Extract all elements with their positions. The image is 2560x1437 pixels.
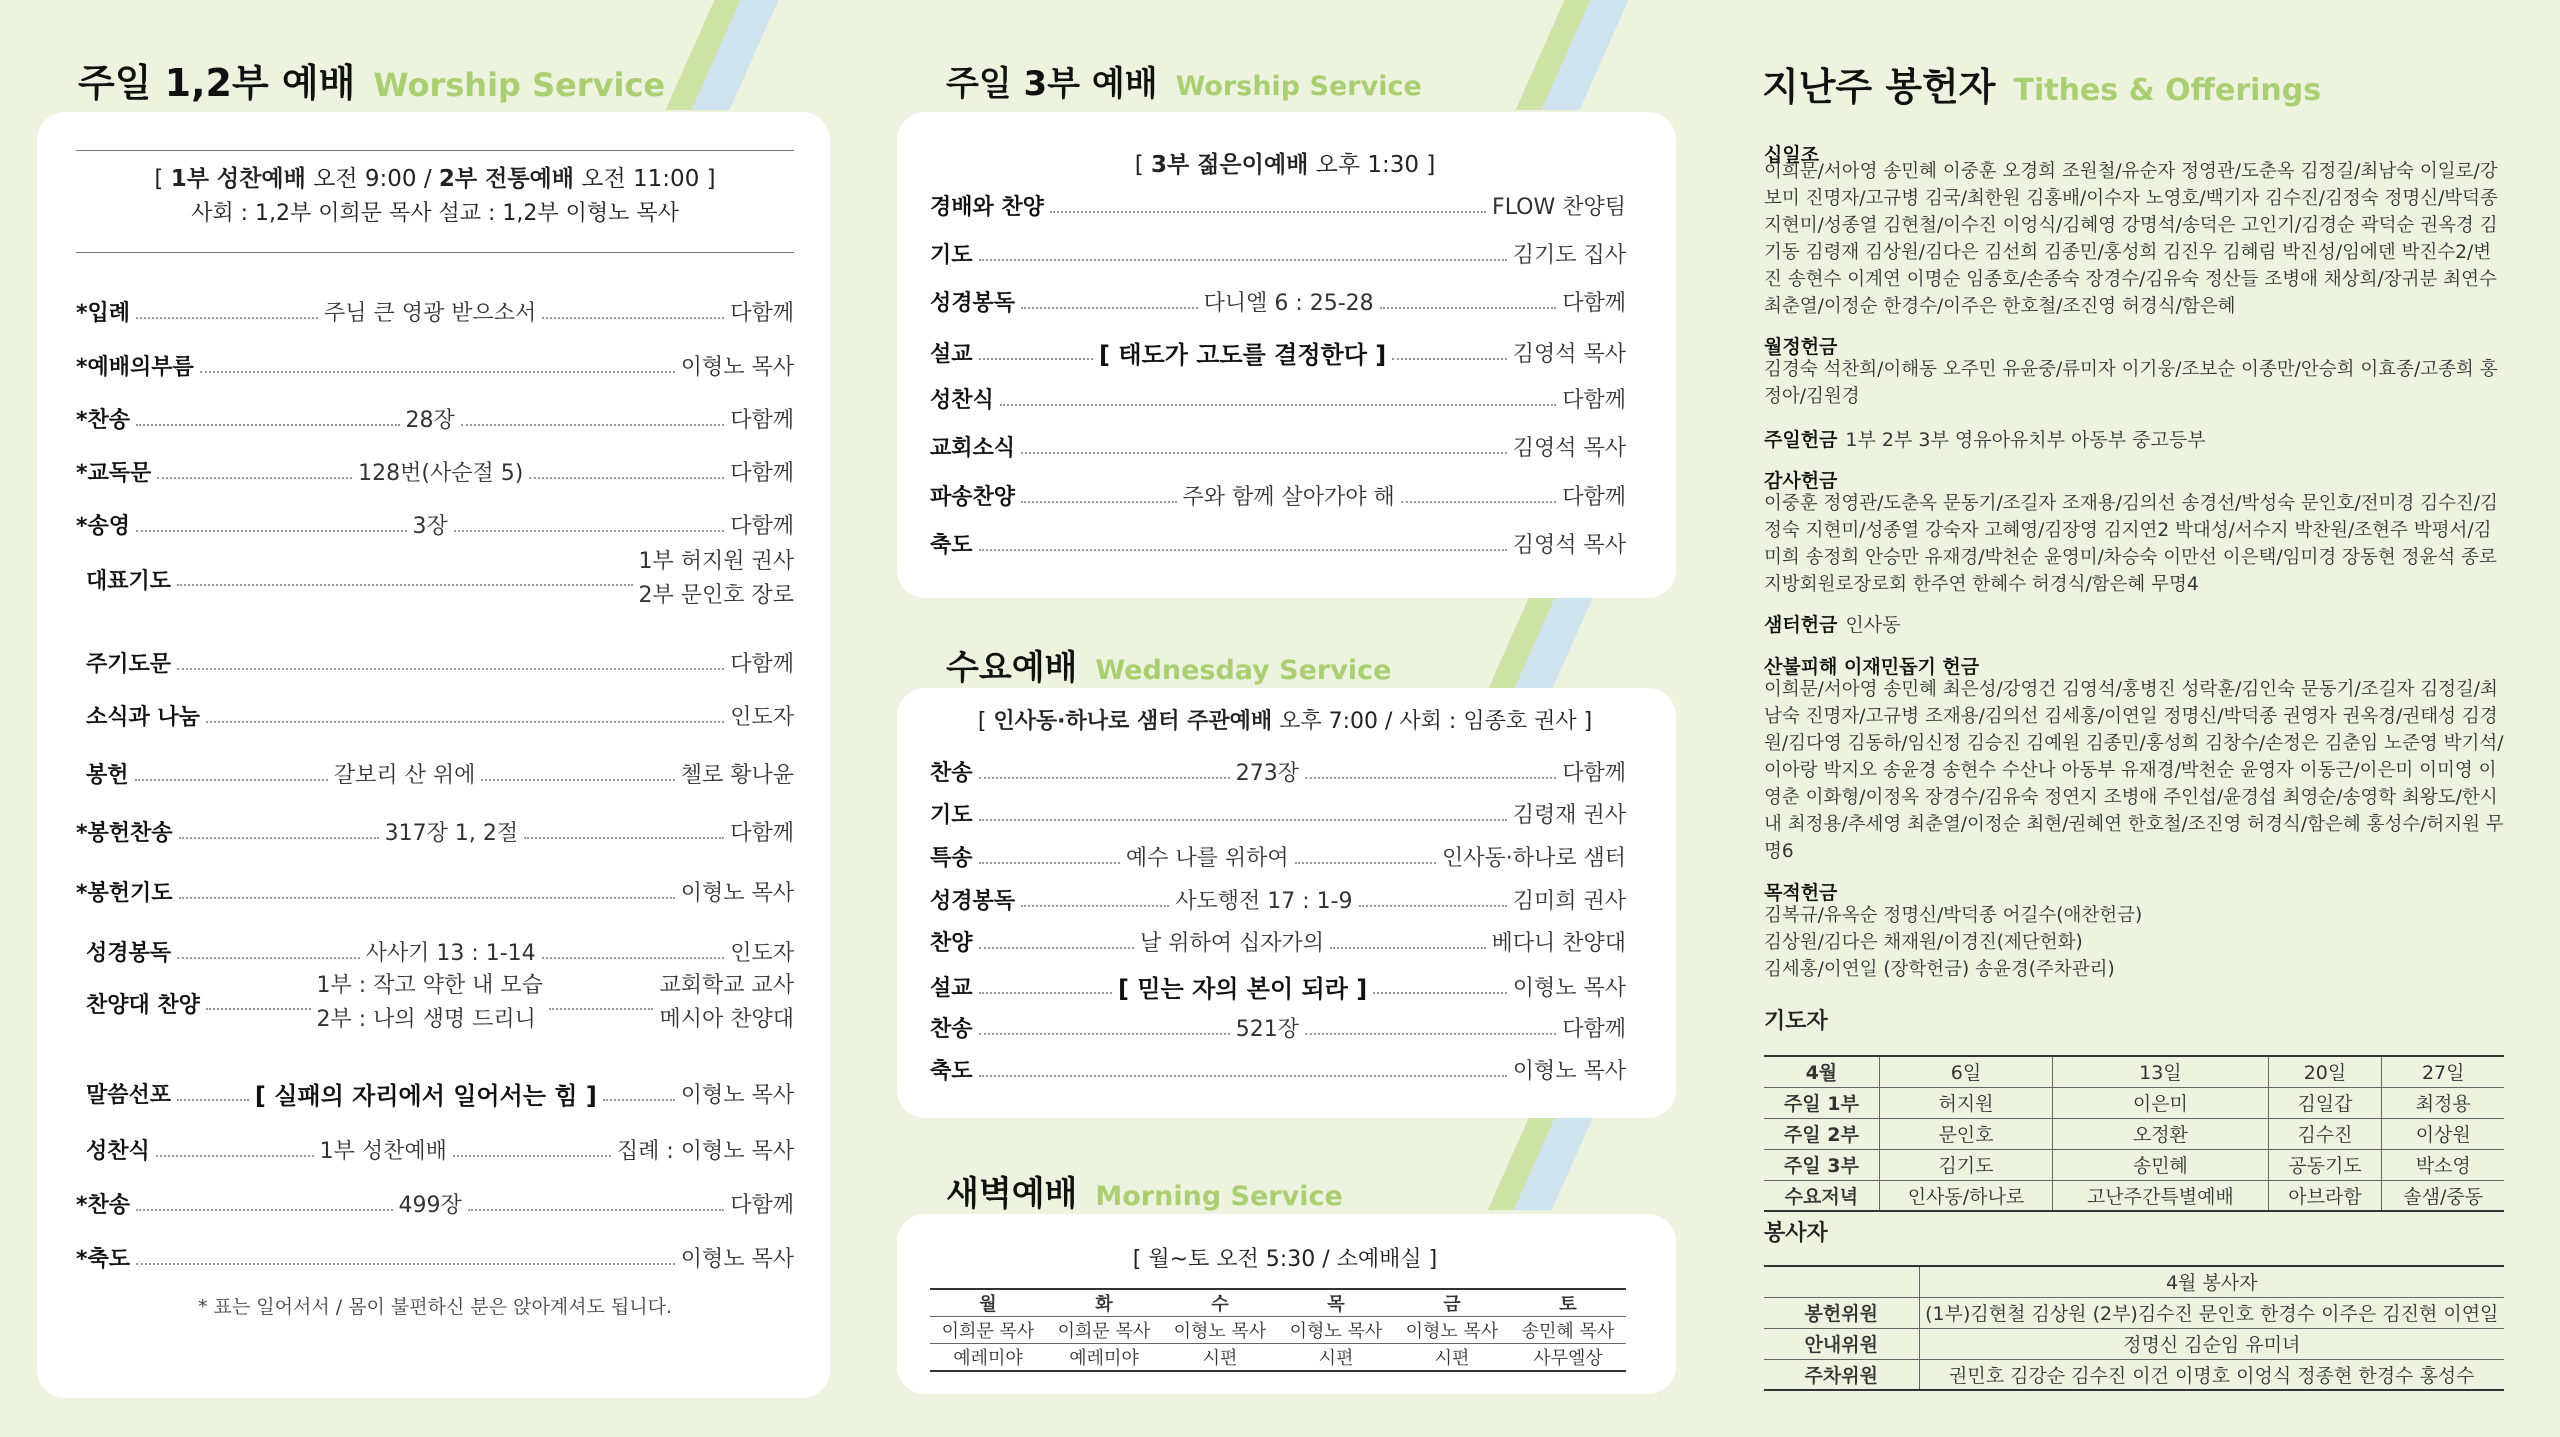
section-title-ko: 새벽예배	[946, 1174, 1078, 1214]
offering-category-label: 십일조	[1764, 144, 1820, 166]
table-row	[930, 1344, 1626, 1372]
row-label: 찬송	[930, 1017, 973, 1042]
row-leader: 이형노 목사	[680, 881, 794, 906]
dot-leader	[1000, 404, 1556, 406]
section-title-en: Worship Service	[1175, 71, 1422, 102]
table-row	[1764, 1266, 2504, 1297]
row-leader: 김기도 집사	[1512, 243, 1626, 268]
dot-leader	[603, 1099, 675, 1101]
table-cell: 주일 3부	[1764, 1149, 1879, 1180]
table-cell: 박소영	[2382, 1149, 2504, 1180]
table-cell: 27일	[2382, 1056, 2504, 1087]
prayer-title: 기도자	[1764, 1009, 1828, 1034]
row-detail-line: 1부 : 작고 약한 내 모습	[316, 973, 543, 998]
offering-category	[1764, 332, 1837, 359]
dot-leader	[200, 371, 675, 373]
worship-row	[76, 350, 794, 381]
row-detail: 다니엘 6 : 25-28	[1203, 291, 1374, 316]
offering-category	[1764, 610, 1900, 637]
row-label: 교회소식	[930, 436, 1016, 461]
service-header: [ 월~토 오전 5:30 / 소예배실 ]	[1132, 1247, 1438, 1272]
offering-category-label: 산불피해 이재민돕기 헌금	[1764, 656, 1980, 678]
table-cell: 13일	[2053, 1056, 2268, 1087]
table-cell: 수	[1162, 1289, 1278, 1317]
table-row	[930, 1289, 1626, 1317]
worship-row	[76, 700, 794, 731]
table-cell: 김일갑	[2268, 1087, 2382, 1118]
table-cell: 공동기도	[2268, 1149, 2382, 1180]
table-cell: 예레미야	[1046, 1344, 1162, 1372]
worship-row	[76, 545, 794, 613]
offering-names: 이중훈 정영관/도춘옥 문동기/조길자 조재용/김의선 송경선/박성숙 문인호/전미경 김수진/김정숙 지현미/성종열 강숙자 고혜영/김장영 김지연2 박대성/서수지 박찬원/조현주 박평서/김미희 송정희 안승만 유재경/박천순 윤영미/차승숙 이만선 이은택/임미경 장동현 정윤석 종로지방회원로장로회 한주연 한혜수 허경식/함은혜 무명4	[1764, 493, 2498, 595]
row-leader: 다함께	[1562, 388, 1626, 413]
table-cell: 안내위원	[1764, 1328, 1919, 1359]
table-cell: 20일	[2268, 1056, 2382, 1087]
worship-row	[76, 509, 794, 540]
dot-leader	[481, 779, 674, 781]
worship-row	[930, 528, 1626, 559]
row-leader: 인도자	[730, 705, 794, 730]
row-leader: 이형노 목사	[680, 1247, 794, 1272]
table-cell: 예레미야	[930, 1344, 1046, 1372]
section-title-ko: 지난주 봉헌자	[1762, 65, 1996, 109]
worship-row	[76, 403, 794, 434]
row-label: *봉헌찬송	[76, 821, 173, 846]
section-title-en: Tithes & Offerings	[2013, 73, 2322, 108]
table-cell: 이형노 목사	[1394, 1317, 1510, 1344]
dot-leader	[979, 259, 1507, 261]
row-detail: 128번(사순절 5)	[358, 461, 524, 486]
table-cell: 시편	[1162, 1344, 1278, 1372]
footnote: * 표는 일어서서 / 몸이 불편하신 분은 앉아계셔도 됩니다.	[197, 1296, 673, 1318]
dot-leader	[136, 317, 318, 319]
row-detail	[317, 969, 543, 1037]
section-title-ko: 주일 1,2부 예배	[78, 61, 356, 105]
dot-leader	[453, 1155, 611, 1157]
sunday-3-title	[946, 56, 1422, 105]
dot-leader	[529, 477, 724, 479]
row-leader: 김영석 목사	[1512, 342, 1627, 367]
offering-category-label: 목적헌금	[1764, 882, 1838, 904]
offering-names: 김경숙 석찬희/이해동 오주민 유윤중/류미자 이기웅/조보순 이종만/안승희 이효종/고종희 홍정아/김원경	[1764, 359, 2498, 407]
table-cell: 금	[1394, 1289, 1510, 1317]
prayer-table	[1764, 1055, 2504, 1212]
offering-names: 이희문/서아영 송민혜 최은성/강영건 김영석/홍병진 성락훈/김인숙 문동기/조길자 김정길/최남숙 진명자/고규병 조재용/김의선 김세홍/이연일 정명신/박덕종 권영자 권옥경/권태성 김경원/김다영 김동하/임신정 김승진 김예원 김종민/홍성희 김창수/손정은 김춘임 노준영 박기석/이아랑 박지오 송윤경 송현수 수산나 아동부 유재경/박천순 윤영자 이동근/이은미 이미영 이영춘 이화형/이정옥 장경수/김유숙 정연지 조병애 주인섭/윤경섭 최영순/송영학 최왕도/한시내 최정용/추세영 최춘열/이정순 최현/권혜연 한호철/조진영 허경식/함은혜 홍성수/허지원 무명6	[1764, 679, 2504, 862]
table-row	[1764, 1359, 2504, 1390]
row-leader: 다함께	[1562, 485, 1626, 510]
dot-leader	[136, 1263, 675, 1265]
table-cell	[1764, 1266, 1919, 1297]
row-label: *봉헌기도	[76, 881, 173, 906]
worship-row	[76, 758, 794, 789]
table-row	[1764, 1118, 2504, 1149]
row-leader: 이형노 목사	[1512, 1059, 1626, 1084]
dot-leader	[979, 358, 1094, 360]
row-leader-line: 2부 문인호 장로	[638, 583, 794, 608]
offering-category	[1764, 425, 2206, 452]
service-header: [ 3부 젊은이예배 오후 1:30 ]	[1134, 152, 1436, 178]
dot-leader	[549, 1008, 654, 1010]
dot-leader	[979, 947, 1134, 949]
table-cell: 사무엘상	[1510, 1344, 1626, 1372]
table-row	[1764, 1328, 2504, 1359]
row-leader	[659, 969, 794, 1037]
row-label: 파송찬양	[930, 485, 1016, 510]
row-leader: 첼로 황나윤	[680, 763, 794, 788]
service-header-line1: [ 1부 성찬예배 오전 9:00 / 2부 전통예배 오전 11:00 ]	[154, 166, 716, 192]
row-label: *찬송	[76, 408, 131, 433]
dot-leader	[1305, 777, 1556, 779]
worship-row	[930, 480, 1626, 511]
section-title-en: Worship Service	[373, 66, 666, 104]
worship-row	[930, 756, 1626, 787]
dot-leader	[156, 1155, 314, 1157]
table-cell: 문인호	[1879, 1118, 2052, 1149]
table-cell: 솔샘/중동	[2382, 1180, 2504, 1211]
table-cell: 4월	[1764, 1056, 1879, 1087]
table-cell: 6일	[1879, 1056, 2052, 1087]
section-title-en: Morning Service	[1095, 1181, 1343, 1212]
worship-row	[930, 1012, 1626, 1043]
row-label: 찬송	[930, 761, 973, 786]
row-leader: 김미희 권사	[1512, 889, 1627, 914]
volunteer-title: 봉사자	[1764, 1221, 1828, 1246]
row-leader: 김영석 목사	[1512, 533, 1626, 558]
offering-names: 1부 2부 3부 영유아유치부 아동부 중고등부	[1845, 429, 2206, 451]
offering-category-label: 월정헌금	[1764, 336, 1838, 358]
row-detail: 사사기 13 : 1-14	[365, 941, 536, 966]
section-title-ko: 수요예배	[946, 648, 1078, 688]
offering-category	[1764, 652, 1979, 679]
row-label: *찬송	[76, 1193, 131, 1218]
dot-leader	[136, 530, 406, 532]
worship-row	[76, 1242, 794, 1273]
table-cell: 화	[1046, 1289, 1162, 1317]
dot-leader	[177, 957, 360, 959]
row-leader: 다함께	[730, 1193, 794, 1218]
offering-category-label: 샘터헌금	[1764, 614, 1838, 636]
row-leader: 집례 : 이형노 목사	[616, 1139, 794, 1164]
dot-leader	[979, 777, 1230, 779]
table-row	[1764, 1180, 2504, 1211]
table-row	[1764, 1149, 2504, 1180]
worship-row	[930, 335, 1626, 370]
table-cell: 고난주간특별예배	[2053, 1180, 2268, 1211]
dot-leader	[1021, 905, 1169, 907]
row-detail: 갈보리 산 위에	[333, 763, 476, 788]
row-leader: 다함께	[1562, 291, 1627, 316]
worship-row	[930, 190, 1626, 221]
worship-row	[930, 884, 1626, 915]
row-detail: 주님 큰 영광 받으소서	[324, 301, 537, 326]
worship-row	[930, 383, 1626, 414]
dot-leader	[206, 1008, 311, 1010]
row-leader: 이형노 목사	[680, 355, 794, 380]
row-label: 찬양대 찬양	[86, 992, 200, 1018]
worship-row	[76, 969, 794, 1037]
dot-leader	[1305, 1033, 1556, 1035]
row-label: 설교	[930, 342, 973, 367]
row-leader-line: 교회학교 교사	[659, 973, 794, 998]
dot-leader	[1373, 992, 1507, 994]
morning-schedule-table	[930, 1288, 1626, 1372]
table-cell: 허지원	[1879, 1087, 2052, 1118]
row-label: 찬양	[930, 931, 973, 956]
table-cell: 이상원	[2382, 1118, 2504, 1149]
dot-leader	[206, 721, 724, 723]
worship-row	[930, 431, 1626, 462]
dot-leader	[524, 837, 724, 839]
dot-leader	[979, 549, 1507, 551]
dot-leader	[542, 957, 725, 959]
worship-row	[76, 1188, 794, 1219]
table-cell: 김기도	[1879, 1149, 2052, 1180]
worship-row	[930, 1054, 1626, 1085]
offering-category	[1764, 878, 1837, 905]
dot-leader	[1021, 307, 1198, 309]
offering-category-label: 주일헌금	[1764, 429, 1838, 451]
worship-row	[76, 936, 794, 967]
row-label: 성찬식	[930, 388, 994, 413]
table-cell: 주일 2부	[1764, 1118, 1879, 1149]
worship-row	[930, 798, 1626, 829]
row-detail: [ 태도가 고도를 결정한다 ]	[1099, 341, 1387, 369]
worship-row	[76, 1134, 794, 1165]
dot-leader	[979, 1075, 1507, 1077]
table-cell: 월	[930, 1289, 1046, 1317]
offering-names: 이희문/서아영 송민혜 이중훈 오경희 조원철/유순자 정영관/도춘옥 김정길/최남숙 이일로/강보미 진명자/고규병 김국/최한원 김홍배/이수자 노영호/백기자 김수진/김정숙 정명신/박덕종 지현미/성종열 김현철/이수진 이엉식/김혜영 강명석/송덕은 고인기/김경순 곽덕순 권옥경 김기동 김령재 김상원/김다은 김선희 김종민/홍성희 김진우 김혜림 박진성/임에덴 박진수2/변진 송현수 이계연 이명순 임종호/손종숙 장경수/김유숙 정산들 조병애 채상희/장귀분 최연수 최춘열/이정순 한경수/이주은 한호철/조진영 허경식/함은혜	[1764, 161, 2498, 317]
row-leader: 다함께	[730, 461, 794, 486]
table-row	[1764, 1087, 2504, 1118]
row-leader-line: 1부 허지원 권사	[638, 549, 794, 574]
dot-leader	[177, 1099, 249, 1101]
table-cell: 이희문 목사	[930, 1317, 1046, 1344]
volunteer-table	[1764, 1265, 2504, 1391]
row-leader: 이형노 목사	[680, 1083, 794, 1108]
row-label: 말씀선포	[86, 1083, 172, 1108]
table-cell: 김수진	[2268, 1118, 2382, 1149]
table-cell: 시편	[1394, 1344, 1510, 1372]
dot-leader	[1330, 947, 1485, 949]
table-cell: 이형노 목사	[1278, 1317, 1394, 1344]
row-label: *입례	[76, 301, 131, 326]
worship-row	[930, 238, 1626, 269]
service-header-line2: 사회 : 1,2부 이희문 목사 설교 : 1,2부 이형노 목사	[191, 201, 679, 226]
table-cell: 정명신 김순임 유미녀	[1919, 1328, 2504, 1359]
row-detail: 499장	[398, 1193, 462, 1218]
dot-leader	[179, 897, 675, 899]
row-detail: 사도행전 17 : 1-9	[1175, 889, 1353, 914]
table-cell: 아브라함	[2268, 1180, 2382, 1211]
dot-leader	[1295, 862, 1436, 864]
row-detail: 주와 함께 살아가야 해	[1182, 485, 1395, 510]
row-label: 기도	[930, 803, 973, 828]
row-leader: 다함께	[730, 514, 794, 539]
row-label: *송영	[76, 514, 131, 539]
row-label: 특송	[930, 846, 973, 871]
offerings-title	[1762, 56, 2321, 111]
table-cell: 최정용	[2382, 1087, 2504, 1118]
dot-leader	[979, 1033, 1230, 1035]
row-leader: 다함께	[730, 301, 794, 326]
row-leader: 다함께	[730, 652, 794, 677]
sunday-1-2-title	[78, 52, 665, 107]
dot-leader	[1359, 905, 1507, 907]
row-detail: 28장	[405, 408, 455, 433]
worship-row	[76, 296, 794, 327]
worship-row	[930, 969, 1626, 1004]
worship-row	[76, 456, 794, 487]
worship-row	[76, 647, 794, 678]
wednesday-title	[946, 640, 1391, 689]
row-leader: 다함께	[1562, 761, 1626, 786]
row-label: 성경봉독	[86, 941, 172, 966]
table-cell: 4월 봉사자	[1919, 1266, 2504, 1297]
row-label: 봉헌	[86, 763, 129, 788]
dot-leader	[157, 477, 352, 479]
offering-names: 인사동	[1845, 614, 1901, 636]
row-label: *예배의부름	[76, 355, 194, 380]
row-label: *교독문	[76, 461, 152, 486]
worship-row	[76, 816, 794, 847]
row-leader: 인도자	[730, 941, 795, 966]
row-leader: 다함께	[730, 408, 794, 433]
table-cell: 인사동/하나로	[1879, 1180, 2052, 1211]
dot-leader	[461, 424, 724, 426]
row-detail: [ 믿는 자의 본이 되라 ]	[1118, 975, 1368, 1003]
dot-leader	[135, 779, 328, 781]
row-detail: [ 실패의 자리에서 일어서는 힘 ]	[254, 1082, 597, 1110]
service-header: [ 인사동·하나로 샘터 주관예배 오후 7:00 / 사회 : 임종호 권사 ]	[977, 709, 1593, 734]
table-cell: 이형노 목사	[1162, 1317, 1278, 1344]
row-detail: 1부 성찬예배	[319, 1139, 447, 1164]
row-label: 성경봉독	[930, 291, 1016, 316]
offering-category	[1764, 466, 1837, 493]
row-detail: 521장	[1235, 1017, 1299, 1042]
worship-row	[930, 926, 1626, 957]
row-detail: 317장 1, 2절	[384, 821, 519, 846]
dot-leader	[177, 668, 724, 670]
row-detail: 273장	[1235, 761, 1299, 786]
row-detail: 날 위하여 십자가의	[1140, 931, 1325, 956]
row-leader: FLOW 찬양팀	[1492, 195, 1626, 220]
table-cell: 오정환	[2053, 1118, 2268, 1149]
row-leader: 인사동·하나로 샘터	[1442, 846, 1627, 871]
row-label: *축도	[76, 1247, 131, 1272]
dot-leader	[979, 862, 1120, 864]
worship-row	[930, 286, 1626, 317]
dot-leader	[1021, 452, 1507, 454]
table-cell: 봉헌위원	[1764, 1297, 1919, 1328]
row-label: 성경봉독	[930, 889, 1016, 914]
row-leader: 김령재 권사	[1512, 803, 1626, 828]
dot-leader	[1380, 307, 1557, 309]
table-cell: (1부)김현철 김상원 (2부)김수진 문인호 한경수 이주은 김진현 이연일	[1919, 1297, 2504, 1328]
table-cell: 주일 1부	[1764, 1087, 1879, 1118]
worship-row	[76, 876, 794, 907]
table-cell: 송민혜 목사	[1510, 1317, 1626, 1344]
row-detail: 3장	[412, 514, 448, 539]
dot-leader	[454, 530, 724, 532]
table-cell: 이희문 목사	[1046, 1317, 1162, 1344]
dot-leader	[1021, 501, 1176, 503]
row-label: 설교	[930, 976, 973, 1001]
section-title-ko: 주일 3부 예배	[946, 64, 1158, 104]
dot-leader	[979, 992, 1113, 994]
dot-leader	[1050, 211, 1486, 213]
dot-leader	[177, 584, 632, 586]
row-detail: 예수 나를 위하여	[1125, 846, 1289, 871]
row-label: 주기도문	[86, 652, 172, 677]
row-leader	[639, 545, 795, 613]
table-cell: 시편	[1278, 1344, 1394, 1372]
row-label: 성찬식	[86, 1139, 150, 1164]
row-leader: 베다니 찬양대	[1491, 931, 1627, 956]
worship-row	[930, 841, 1626, 872]
table-row	[930, 1317, 1626, 1344]
row-leader: 이형노 목사	[1512, 976, 1626, 1001]
row-leader: 다함께	[1562, 1017, 1626, 1042]
table-cell: 권민호 김강순 김수진 이건 이명호 이엉식 정종현 한경수 홍성수	[1919, 1359, 2504, 1390]
row-label: 경배와 찬양	[930, 195, 1044, 220]
table-cell: 송민혜	[2053, 1149, 2268, 1180]
row-leader: 김영석 목사	[1512, 436, 1626, 461]
row-label: 기도	[930, 243, 973, 268]
section-title-en: Wednesday Service	[1095, 655, 1392, 686]
worship-row	[76, 1076, 794, 1111]
dot-leader	[136, 424, 399, 426]
morning-title	[946, 1166, 1343, 1215]
table-cell: 토	[1510, 1289, 1626, 1317]
table-cell: 주차위원	[1764, 1359, 1919, 1390]
table-row	[1764, 1056, 2504, 1087]
row-label: 소식과 나눔	[86, 705, 200, 730]
row-label: 축도	[930, 1059, 973, 1084]
dot-leader	[468, 1209, 724, 1211]
row-detail-line: 2부 : 나의 생명 드리니	[316, 1007, 536, 1032]
table-row	[1764, 1297, 2504, 1328]
row-label: 축도	[930, 533, 973, 558]
divider	[76, 150, 794, 151]
row-label: 대표기도	[86, 568, 172, 594]
row-leader-line: 메시아 찬양대	[659, 1007, 794, 1032]
row-leader: 다함께	[730, 821, 795, 846]
dot-leader	[136, 1209, 392, 1211]
table-cell: 수요저녁	[1764, 1180, 1879, 1211]
dot-leader	[1401, 501, 1556, 503]
divider	[76, 252, 794, 253]
table-cell: 이은미	[2053, 1087, 2268, 1118]
offering-names: 김복규/유옥순 정명신/박덕종 어길수(애찬헌금) 김상원/김다은 채재원/이경진(제단헌화) 김세홍/이연일 (장학헌금) 송윤경(주차관리)	[1764, 905, 2143, 980]
dot-leader	[979, 819, 1507, 821]
dot-leader	[542, 317, 724, 319]
dot-leader	[1392, 358, 1507, 360]
table-cell: 목	[1278, 1289, 1394, 1317]
offering-category-label: 감사헌금	[1764, 470, 1838, 492]
dot-leader	[179, 837, 379, 839]
